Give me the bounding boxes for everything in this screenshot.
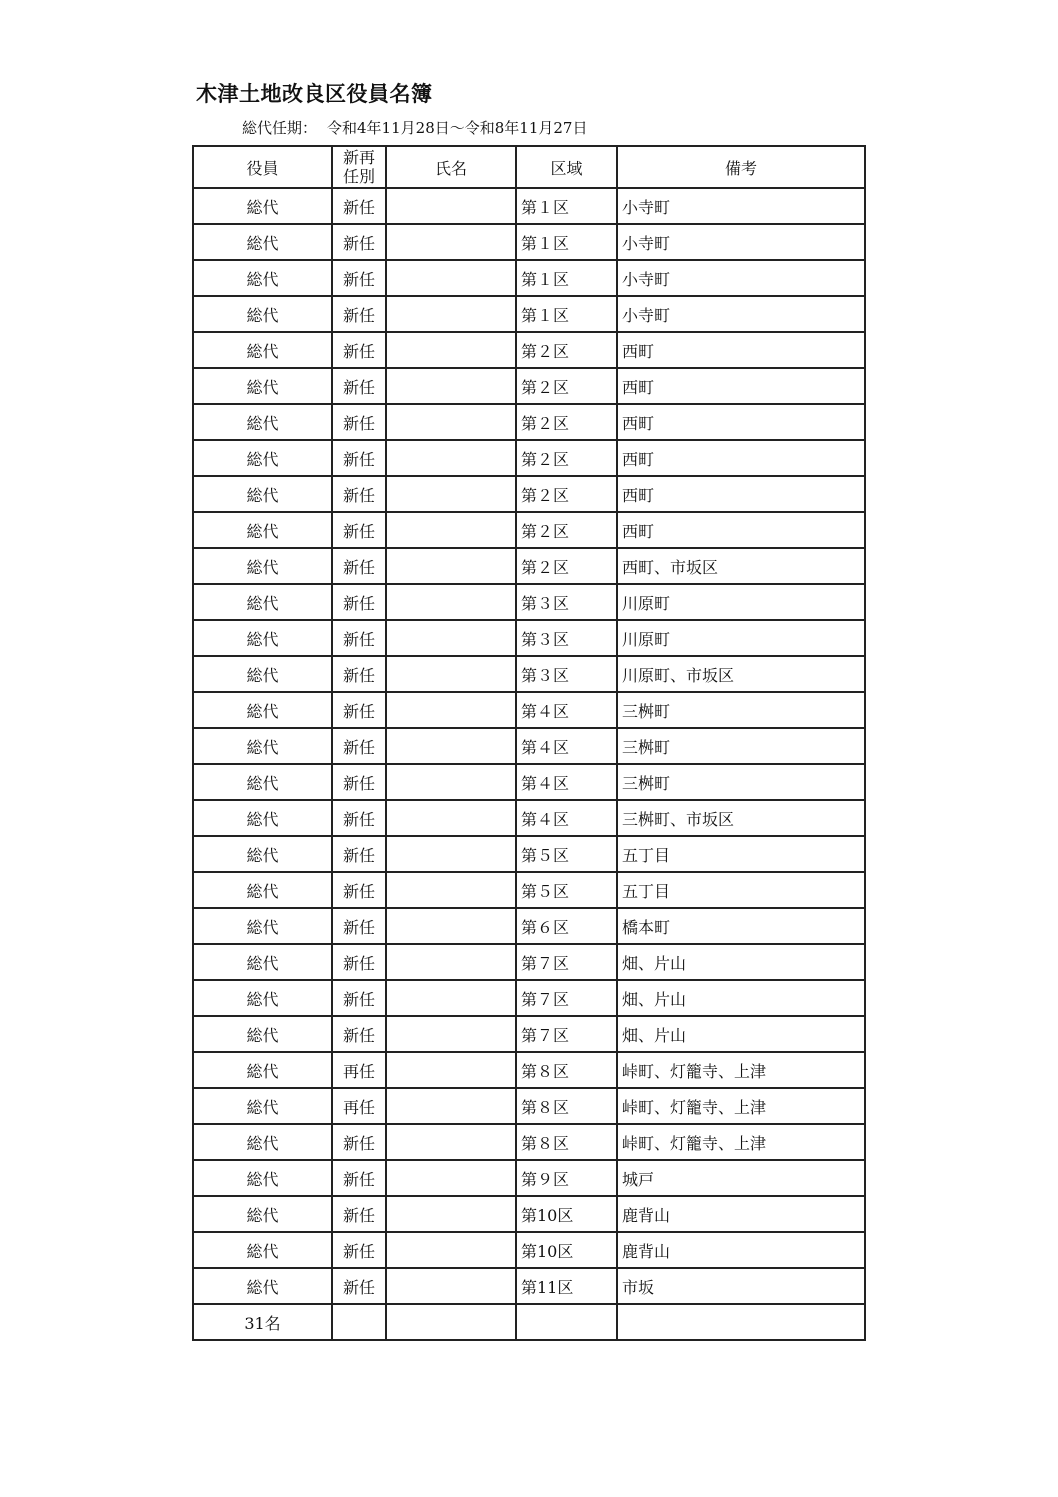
header-status — [332, 146, 386, 188]
cell-area: 第５区 — [516, 872, 617, 908]
cell-area: 第４区 — [516, 764, 617, 800]
cell-status: 新任 — [332, 188, 386, 224]
cell-remarks: 橋本町 — [617, 908, 865, 944]
cell-area: 第３区 — [516, 584, 617, 620]
cell-role: 総代 — [193, 368, 332, 404]
cell-name — [386, 728, 516, 764]
cell-area: 第４区 — [516, 800, 617, 836]
cell-area: 第７区 — [516, 980, 617, 1016]
cell-name — [386, 224, 516, 260]
table-row — [193, 368, 865, 404]
cell-area: 第２区 — [516, 332, 617, 368]
cell-remarks: 西町 — [617, 332, 865, 368]
cell-area: 第８区 — [516, 1088, 617, 1124]
cell-status: 新任 — [332, 1016, 386, 1052]
cell-role: 総代 — [193, 1052, 332, 1088]
cell-area: 第７区 — [516, 1016, 617, 1052]
cell-name — [386, 404, 516, 440]
total-empty-cell — [617, 1304, 865, 1340]
cell-role: 総代 — [193, 1088, 332, 1124]
cell-remarks: 畑、片山 — [617, 1016, 865, 1052]
cell-area: 第１区 — [516, 296, 617, 332]
table-row — [193, 656, 865, 692]
cell-remarks: 小寺町 — [617, 188, 865, 224]
cell-name — [386, 260, 516, 296]
cell-remarks: 西町 — [617, 440, 865, 476]
cell-role: 総代 — [193, 332, 332, 368]
cell-remarks: 西町 — [617, 476, 865, 512]
cell-remarks: 峠町、灯籠寺、上津 — [617, 1124, 865, 1160]
cell-remarks: 五丁目 — [617, 872, 865, 908]
cell-area: 第２区 — [516, 476, 617, 512]
cell-name — [386, 620, 516, 656]
cell-area: 第６区 — [516, 908, 617, 944]
cell-status: 新任 — [332, 404, 386, 440]
cell-remarks: 五丁目 — [617, 836, 865, 872]
table-row — [193, 764, 865, 800]
cell-name — [386, 800, 516, 836]
cell-area: 第２区 — [516, 512, 617, 548]
cell-area: 第９区 — [516, 1160, 617, 1196]
cell-remarks: 市坂 — [617, 1268, 865, 1304]
cell-status: 新任 — [332, 224, 386, 260]
table-row — [193, 1016, 865, 1052]
table-row — [193, 872, 865, 908]
total-row — [193, 1304, 865, 1340]
cell-role: 総代 — [193, 224, 332, 260]
cell-name — [386, 1052, 516, 1088]
table-row — [193, 332, 865, 368]
cell-status: 新任 — [332, 1124, 386, 1160]
table-row — [193, 260, 865, 296]
cell-remarks: 西町、市坂区 — [617, 548, 865, 584]
cell-role: 総代 — [193, 1196, 332, 1232]
cell-remarks: 峠町、灯籠寺、上津 — [617, 1052, 865, 1088]
cell-status: 新任 — [332, 368, 386, 404]
cell-area: 第４区 — [516, 728, 617, 764]
cell-role: 総代 — [193, 836, 332, 872]
cell-role: 総代 — [193, 1160, 332, 1196]
cell-name — [386, 368, 516, 404]
cell-name — [386, 1268, 516, 1304]
cell-status: 新任 — [332, 944, 386, 980]
cell-remarks: 三桝町 — [617, 728, 865, 764]
total-count: 31名 — [193, 1304, 332, 1340]
cell-remarks: 小寺町 — [617, 296, 865, 332]
cell-remarks: 川原町、市坂区 — [617, 656, 865, 692]
cell-role: 総代 — [193, 800, 332, 836]
cell-remarks: 畑、片山 — [617, 980, 865, 1016]
table-row — [193, 1052, 865, 1088]
table-row — [193, 188, 865, 224]
table-row — [193, 944, 865, 980]
cell-role: 総代 — [193, 908, 332, 944]
cell-area: 第８区 — [516, 1124, 617, 1160]
cell-role: 総代 — [193, 620, 332, 656]
cell-area: 第２区 — [516, 368, 617, 404]
cell-remarks: 川原町 — [617, 584, 865, 620]
cell-area: 第５区 — [516, 836, 617, 872]
cell-role: 総代 — [193, 476, 332, 512]
cell-status: 新任 — [332, 800, 386, 836]
cell-name — [386, 188, 516, 224]
cell-area: 第２区 — [516, 440, 617, 476]
cell-area: 第７区 — [516, 944, 617, 980]
cell-status: 新任 — [332, 764, 386, 800]
cell-status: 新任 — [332, 980, 386, 1016]
cell-role: 総代 — [193, 440, 332, 476]
cell-role: 総代 — [193, 584, 332, 620]
cell-status: 新任 — [332, 332, 386, 368]
header-name: 氏名 — [386, 146, 516, 188]
cell-remarks: 西町 — [617, 512, 865, 548]
cell-name — [386, 656, 516, 692]
cell-name — [386, 1160, 516, 1196]
table-row — [193, 584, 865, 620]
cell-status: 新任 — [332, 548, 386, 584]
table-row — [193, 548, 865, 584]
total-empty-cell — [386, 1304, 516, 1340]
cell-name — [386, 1124, 516, 1160]
cell-remarks: 鹿背山 — [617, 1196, 865, 1232]
total-empty-cell — [516, 1304, 617, 1340]
cell-status: 新任 — [332, 260, 386, 296]
cell-status: 新任 — [332, 1196, 386, 1232]
cell-role: 総代 — [193, 404, 332, 440]
cell-name — [386, 548, 516, 584]
cell-remarks: 峠町、灯籠寺、上津 — [617, 1088, 865, 1124]
table-row — [193, 1232, 865, 1268]
cell-status: 新任 — [332, 692, 386, 728]
cell-area: 第３区 — [516, 656, 617, 692]
cell-role: 総代 — [193, 728, 332, 764]
header-status-line1: 新再 — [342, 148, 375, 167]
cell-status: 再任 — [332, 1052, 386, 1088]
cell-area: 第11区 — [516, 1268, 617, 1304]
cell-name — [386, 764, 516, 800]
cell-role: 総代 — [193, 872, 332, 908]
header-remarks: 備考 — [617, 146, 865, 188]
cell-status: 新任 — [332, 620, 386, 656]
cell-status: 新任 — [332, 440, 386, 476]
header-row — [193, 146, 865, 188]
header-status-line2: 任別 — [342, 167, 375, 186]
table-row — [193, 1196, 865, 1232]
cell-status: 新任 — [332, 908, 386, 944]
table-row — [193, 512, 865, 548]
table-row — [193, 620, 865, 656]
cell-area: 第４区 — [516, 692, 617, 728]
cell-remarks: 畑、片山 — [617, 944, 865, 980]
cell-role: 総代 — [193, 296, 332, 332]
cell-name — [386, 440, 516, 476]
roster-body — [193, 188, 865, 1304]
cell-area: 第１区 — [516, 188, 617, 224]
cell-role: 総代 — [193, 512, 332, 548]
cell-remarks: 鹿背山 — [617, 1232, 865, 1268]
table-row — [193, 440, 865, 476]
term-value: 令和4年11月28日〜令和8年11月27日 — [327, 119, 588, 137]
cell-name — [386, 944, 516, 980]
cell-name — [386, 584, 516, 620]
cell-status: 新任 — [332, 1232, 386, 1268]
cell-name — [386, 1232, 516, 1268]
cell-status: 新任 — [332, 872, 386, 908]
cell-area: 第１区 — [516, 260, 617, 296]
cell-name — [386, 1016, 516, 1052]
cell-status: 新任 — [332, 512, 386, 548]
cell-name — [386, 1088, 516, 1124]
cell-role: 総代 — [193, 188, 332, 224]
term-line — [242, 117, 587, 138]
page-title: 木津土地改良区役員名簿 — [196, 82, 433, 106]
table-row — [193, 224, 865, 260]
table-row — [193, 296, 865, 332]
cell-name — [386, 908, 516, 944]
cell-remarks: 西町 — [617, 404, 865, 440]
cell-area: 第１区 — [516, 224, 617, 260]
cell-name — [386, 692, 516, 728]
table-row — [193, 1268, 865, 1304]
cell-remarks: 小寺町 — [617, 224, 865, 260]
table-row — [193, 980, 865, 1016]
cell-remarks: 城戸 — [617, 1160, 865, 1196]
cell-status: 新任 — [332, 836, 386, 872]
cell-role: 総代 — [193, 980, 332, 1016]
cell-status: 再任 — [332, 1088, 386, 1124]
cell-role: 総代 — [193, 1232, 332, 1268]
cell-name — [386, 872, 516, 908]
cell-name — [386, 512, 516, 548]
cell-remarks: 三桝町 — [617, 764, 865, 800]
cell-name — [386, 980, 516, 1016]
roster-table — [192, 145, 866, 1341]
cell-name — [386, 476, 516, 512]
total-empty-cell — [332, 1304, 386, 1340]
cell-role: 総代 — [193, 1268, 332, 1304]
table-row — [193, 1160, 865, 1196]
cell-status: 新任 — [332, 296, 386, 332]
table-row — [193, 728, 865, 764]
cell-role: 総代 — [193, 764, 332, 800]
cell-remarks: 小寺町 — [617, 260, 865, 296]
cell-role: 総代 — [193, 260, 332, 296]
cell-area: 第10区 — [516, 1196, 617, 1232]
table-row — [193, 836, 865, 872]
cell-status: 新任 — [332, 584, 386, 620]
table-row — [193, 1124, 865, 1160]
cell-status: 新任 — [332, 728, 386, 764]
cell-name — [386, 296, 516, 332]
table-row — [193, 908, 865, 944]
table-row — [193, 1088, 865, 1124]
cell-status: 新任 — [332, 656, 386, 692]
cell-area: 第10区 — [516, 1232, 617, 1268]
cell-role: 総代 — [193, 692, 332, 728]
cell-area: 第８区 — [516, 1052, 617, 1088]
cell-role: 総代 — [193, 548, 332, 584]
cell-role: 総代 — [193, 944, 332, 980]
cell-status: 新任 — [332, 476, 386, 512]
cell-area: 第２区 — [516, 548, 617, 584]
table-row — [193, 692, 865, 728]
cell-status: 新任 — [332, 1268, 386, 1304]
table-row — [193, 800, 865, 836]
cell-name — [386, 1196, 516, 1232]
cell-role: 総代 — [193, 1124, 332, 1160]
table-row — [193, 476, 865, 512]
header-role: 役員 — [193, 146, 332, 188]
cell-name — [386, 836, 516, 872]
table-row — [193, 404, 865, 440]
cell-status: 新任 — [332, 1160, 386, 1196]
cell-role: 総代 — [193, 656, 332, 692]
cell-remarks: 三桝町、市坂区 — [617, 800, 865, 836]
cell-area: 第２区 — [516, 404, 617, 440]
cell-role: 総代 — [193, 1016, 332, 1052]
term-label: 総代任期： — [242, 119, 318, 137]
cell-remarks: 川原町 — [617, 620, 865, 656]
cell-remarks: 西町 — [617, 368, 865, 404]
cell-remarks: 三桝町 — [617, 692, 865, 728]
cell-area: 第３区 — [516, 620, 617, 656]
header-area: 区域 — [516, 146, 617, 188]
cell-name — [386, 332, 516, 368]
